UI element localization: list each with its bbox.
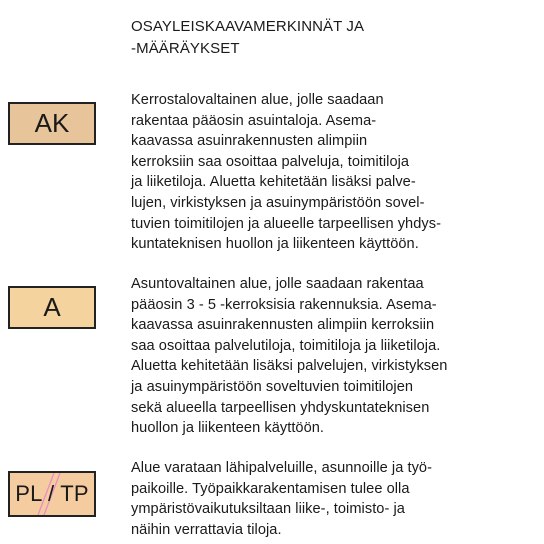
description-line: Kerrostalovaltainen alue, jolle saadaan: [131, 92, 384, 108]
legend-symbol-pl-tp: [8, 471, 96, 517]
description-line: kaavassa asuinrakennusten alimpiin: [131, 133, 368, 150]
description-line: kaavassa asuinrakennusten alimpiin kerroksiin: [131, 317, 435, 334]
description-line: kerroksiin saa osoittaa palveluja, toimitiloja: [131, 153, 410, 170]
legend-heading-line-1: OSAYLEISKAAVAMERKINNÄT JA: [131, 18, 365, 35]
description-line: lujen, virkistyksen ja asuinympäristöön sovel-: [131, 194, 425, 211]
description-line: ympäristövaikutuksiltaan liike-, toimisto- ja: [131, 501, 405, 518]
description-line: Alue varataan lähipalveluille, asunnoille ja työ-: [131, 460, 432, 476]
description-line: Aluetta kehitetään lisäksi palvelujen, virkistyksen: [131, 358, 448, 375]
description-line: saa osoittaa palvelutiloja, toimitiloja ja liiketiloja.: [131, 337, 441, 354]
legend-heading: [131, 16, 531, 60]
legend-symbol-a-label: A: [43, 292, 61, 322]
description-line: paikoille. Työpaikkarakentamisen tulee olla: [131, 480, 410, 497]
legend-description-ak: [131, 90, 541, 255]
legend-heading-line-2: -MÄÄRÄYKSET: [131, 40, 240, 57]
legend-symbol-ak: [8, 102, 96, 145]
description-line: ja liiketiloja. Aluetta kehitetään lisäksi palve-: [131, 174, 416, 191]
legend-symbol-ak-label: AK: [34, 108, 70, 138]
legend-description-pl-tp: [131, 458, 541, 540]
description-line: huollon ja liikenteen käyttöön.: [131, 420, 325, 437]
legend-symbol-a: [8, 286, 96, 329]
description-line: rakentaa pääosin asuintaloja. Asema-: [131, 112, 377, 129]
legend-description-a: [131, 274, 541, 439]
description-line: näihin verrattavia tiloja.: [131, 521, 282, 538]
legend-symbol-pl-tp-label: PL / TP: [15, 481, 89, 506]
description-line: Asuntovaltainen alue, jolle saadaan rakentaa: [131, 276, 424, 292]
description-line: tuvien toimitilojen ja alueelle tarpeellisen yhdys-: [131, 215, 441, 232]
description-line: pääosin 3 - 5 -kerroksisia rakennuksia. Asema-: [131, 296, 437, 313]
description-line: kuntateknisen huollon ja liikenteen käyttöön.: [131, 236, 419, 253]
description-line: ja asuinympäristöön soveltuvien toimitilojen: [131, 378, 414, 395]
description-line: sekä alueella tarpeellisen yhdyskuntateknisen: [131, 399, 430, 416]
